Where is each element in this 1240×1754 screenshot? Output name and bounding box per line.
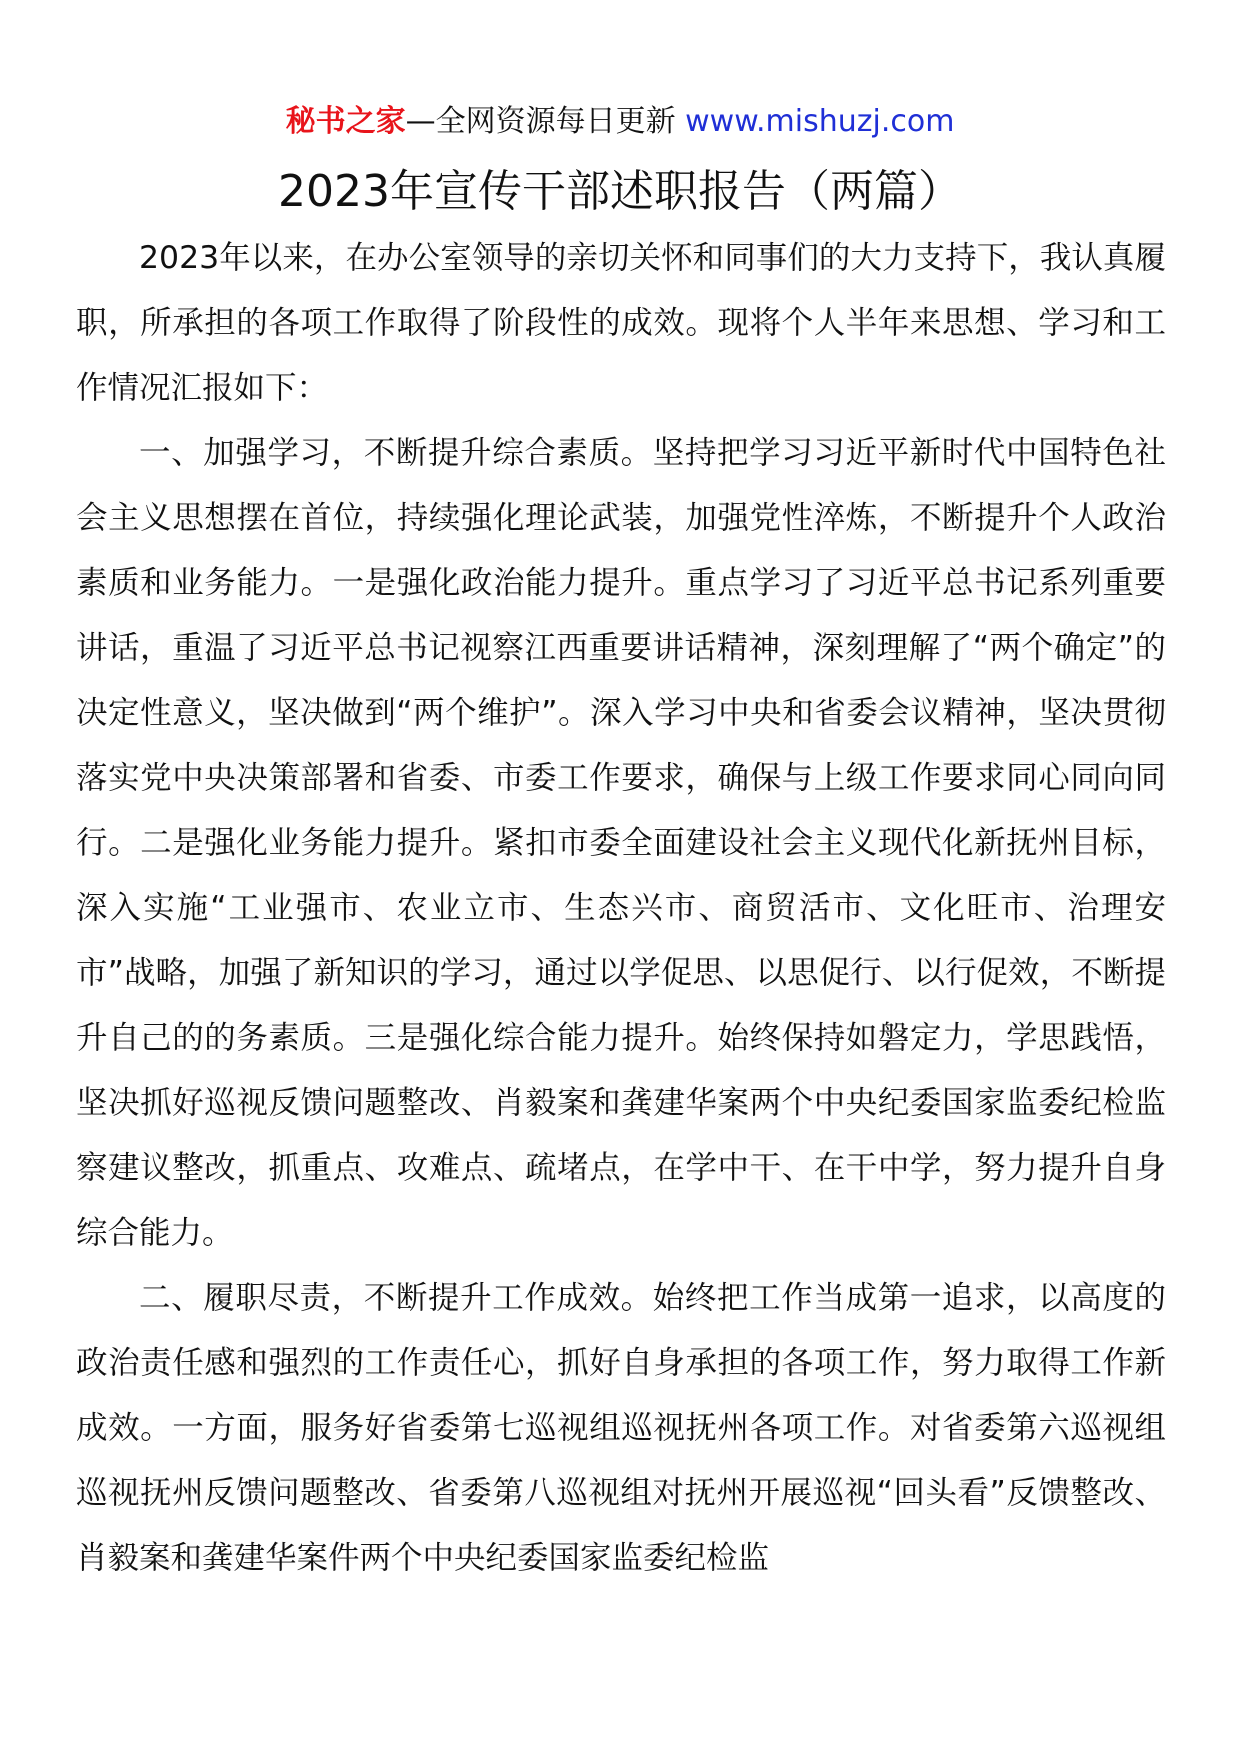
site-header (0, 100, 1240, 144)
site-url[interactable]: www.mishuzj.com (685, 104, 955, 139)
section-heading: 二、履职尽责，不断提升工作成效。 (139, 1280, 653, 1316)
section-heading: 一、加强学习，不断提升综合素质。 (139, 435, 653, 471)
paragraph-intro (76, 226, 1166, 421)
site-brand: 秘书之家 (285, 104, 406, 139)
document-body (76, 226, 1166, 1591)
document-title: 2023年宣传干部述职报告（两篇） (278, 166, 962, 217)
paragraph-text: 2023年以来，在办公室领导的亲切关怀和同事们的大力支持下，我认真履职，所承担的各项工作取得了阶段性的成效。现将个人半年来思想、学习和工作情况汇报如下： (76, 240, 1166, 406)
paragraph-text: 始终把工作当成第一追求，以高度的政治责任感和强烈的工作责任心，抓好自身承担的各项工作，努力取得工作新成效。一方面，服务好省委第七巡视组巡视抚州各项工作。对省委第六巡视组巡视抚州反馈问题整改、省委第八巡视组对抚州开展巡视“回头看”反馈整改、肖毅案和龚建华案件两个中央纪委国家监委纪检监 (76, 1280, 1166, 1576)
site-tagline: —全网资源每日更新 (405, 104, 676, 139)
paragraph-section-1 (76, 421, 1166, 1266)
paragraph-text: 坚持把学习习近平新时代中国特色社会主义思想摆在首位，持续强化理论武装，加强党性淬炼，不断提升个人政治素质和业务能力。一是强化政治能力提升。重点学习了习近平总书记系列重要讲话，重温了习近平总书记视察江西重要讲话精神，深刻理解了“两个确定”的决定性意义，坚决做到“两个维护”。深入学习中央和省委会议精神，坚决贯彻落实党中央决策部署和省委、市委工作要求，确保与上级工作要求同心同向同行。二是强化业务能力提升。紧扣市委全面建设社会主义现代化新抚州目标，深入实施“工业强市、农业立市、生态兴市、商贸活市、文化旺市、治理安市”战略，加强了新知识的学习，通过以学促思、以思促行、以行促效，不断提升自己的的务素质。三是强化综合能力提升。始终保持如磐定力，学思践悟，坚决抓好巡视反馈问题整改、肖毅案和龚建华案两个中央纪委国家监委纪检监察建议整改，抓重点、攻难点、疏堵点，在学中干、在干中学，努力提升自身综合能力。 (76, 435, 1166, 1251)
paragraph-section-2 (76, 1266, 1166, 1591)
